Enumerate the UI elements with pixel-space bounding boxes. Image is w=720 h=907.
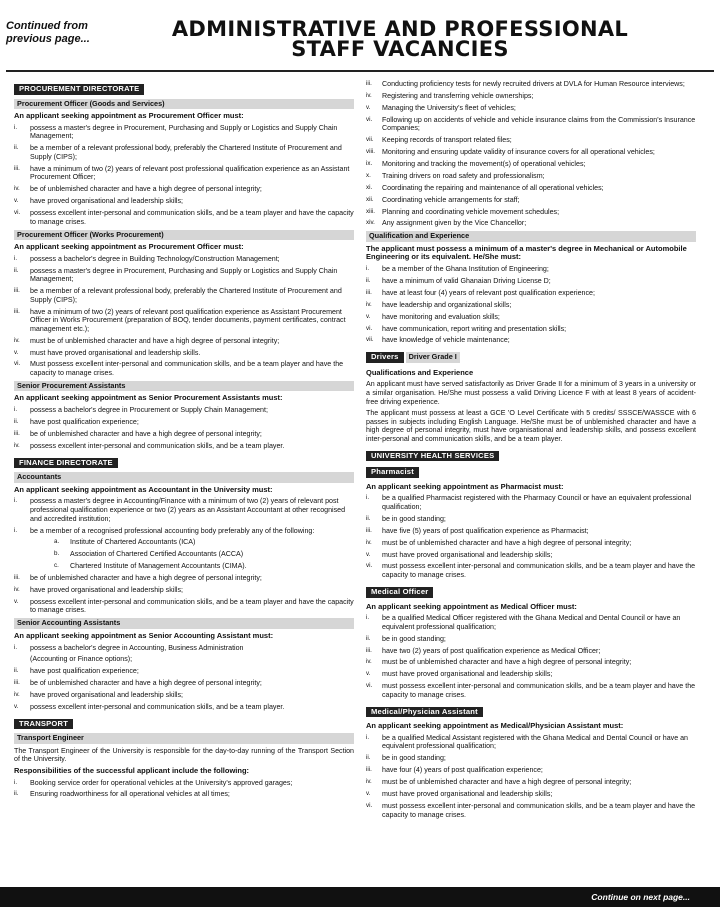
list-item-number: iii. — [14, 307, 20, 315]
list-item-text: Registering and transferring vehicle ownerships; — [382, 91, 534, 100]
list-item-text: have leadership and organizational skills; — [382, 300, 512, 309]
list-pharmacist — [366, 494, 696, 579]
list-item — [14, 144, 354, 161]
heading-qualification-experience: Qualification and Experience — [366, 231, 696, 242]
page-header — [6, 4, 714, 66]
list-item-number: iii. — [14, 574, 20, 582]
list-item — [366, 614, 696, 631]
list-item — [366, 658, 696, 667]
list-item-number: ii. — [14, 667, 19, 674]
list-item — [366, 766, 696, 775]
list-item — [366, 754, 696, 763]
list-transport-responsibilities — [14, 779, 354, 799]
list-item-text: possess excellent inter-personal and communication skills, and be a team player and have the capacity to manage crises. — [30, 597, 354, 615]
list-item-number: vii. — [366, 336, 374, 344]
list-item — [14, 165, 354, 182]
list-item — [366, 802, 696, 819]
list-item-text: must be of unblemished character and have a high degree of personal integrity; — [382, 538, 632, 547]
list-item — [366, 104, 696, 113]
list-item-number: ii. — [14, 266, 19, 274]
list-item-continuation: (Accounting or Finance options); — [30, 655, 133, 664]
list-item-text: be in good standing; — [382, 754, 446, 763]
list-item-number: v. — [14, 597, 19, 605]
list-item-text: Ensuring roadworthiness for all operational vehicles at all times; — [30, 790, 230, 799]
heading-senior-procurement-assistants: Senior Procurement Assistants — [14, 381, 354, 392]
list-item-text: must possess excellent inter-personal and communication skills, and be a team player and have the capacity to manage crises. — [382, 682, 696, 699]
lead-senior-accounting-assistants: An applicant seeking appointment as Senior Accounting Assistant must: — [14, 630, 274, 640]
list-item-number: ii. — [14, 790, 19, 798]
list-item-number: i. — [14, 254, 18, 262]
list-item-text: must be of unblemished character and have a high degree of personal integrity; — [382, 658, 632, 667]
heading-accountants: Accountants — [14, 472, 354, 483]
list-item-number: iii. — [366, 80, 372, 87]
list-item-text: Booking service order for operational vehicles at the University's approved garages; — [30, 778, 293, 787]
list-item-text: possess a master's degree in Procurement, Purchasing and Supply or Logistics and Supply Chain Management; — [30, 123, 338, 141]
list-item-text: be a member of a relevant professional body, preferably the Chartered Institute of Procurement and Supply (CIPS); — [30, 144, 342, 161]
list-item — [14, 430, 354, 439]
list-item — [14, 586, 354, 595]
list-medical-physician-assistant — [366, 734, 696, 819]
list-item-number: b. — [54, 550, 60, 558]
list-item — [14, 679, 354, 688]
list-qualification — [366, 265, 696, 345]
header-rule — [6, 70, 714, 72]
list-item-text: Managing the University's fleet of vehicles; — [382, 103, 516, 112]
list-item-number: i. — [366, 614, 370, 622]
list-item-number: v. — [14, 348, 19, 356]
list-item — [14, 442, 354, 451]
list-item-number: v. — [366, 550, 371, 558]
list-item-number: ii. — [366, 754, 371, 762]
list-item — [14, 790, 354, 799]
list-item — [366, 196, 696, 205]
transport-engineer-description: The Transport Engineer of the University is responsible for the day-to-day running of the Transport Section of the University. — [14, 746, 354, 764]
list-item — [366, 682, 696, 699]
page-title — [86, 4, 714, 59]
list-item-text: have two (2) years of post qualification experience as Medical Officer; — [382, 646, 601, 655]
list-item — [14, 538, 354, 547]
list-item — [366, 551, 696, 560]
list-item-number: i. — [366, 265, 370, 273]
list-item-number: iii. — [366, 288, 372, 296]
list-item-number: ii. — [366, 276, 371, 284]
list-item — [366, 670, 696, 679]
lead-procurement-officer-works: An applicant seeking appointment as Procurement Officer must: — [14, 242, 244, 252]
list-item-number: iv. — [366, 300, 372, 308]
list-item — [14, 308, 354, 334]
list-item-text: be of unblemished character and have a high degree of personal integrity; — [30, 678, 262, 687]
list-item — [366, 635, 696, 644]
list-item-number: c. — [54, 562, 59, 570]
list-item-text: Training drivers on road safety and professionalism; — [382, 171, 545, 180]
list-item-text: must have proved organisational and leadership skills; — [382, 670, 553, 679]
list-item-number: iv. — [366, 778, 372, 786]
continue-next-page-note: Continue on next page... — [591, 892, 690, 902]
list-po-goods — [14, 124, 354, 226]
list-item-number: vi. — [14, 360, 21, 368]
list-item-text: be a qualified Medical Officer registered with the Ghana Medical and Dental Council or have an equivalent professional qualification; — [382, 614, 681, 631]
heading-medical-officer: Medical Officer — [366, 587, 433, 598]
heading-medical-physician-assistant: Medical/Physician Assistant — [366, 707, 483, 718]
list-item — [14, 185, 354, 194]
left-column — [14, 80, 354, 822]
list-item-number: iii. — [366, 646, 372, 654]
list-item — [14, 349, 354, 358]
list-item-number: v. — [366, 670, 371, 678]
list-item-number: v. — [366, 103, 371, 111]
list-item — [14, 574, 354, 583]
list-item-text: be a qualified Pharmacist registered with the Pharmacy Council or have an equivalent professional qualification; — [382, 494, 692, 512]
list-item-text: have at least four (4) years of relevant post qualification experience; — [382, 288, 595, 297]
list-item-number: iv. — [14, 185, 20, 193]
list-item-text: have five (5) years of post qualification experience as Pharmacist; — [382, 526, 589, 535]
list-item — [366, 92, 696, 101]
list-item — [14, 406, 354, 415]
list-item-text: Planning and coordinating vehicle movement schedules; — [382, 207, 560, 216]
lead-medical-officer: An applicant seeking appointment as Medical Officer must: — [366, 601, 577, 611]
title-line-1: ADMINISTRATIVE AND PROFESSIONAL — [171, 17, 629, 41]
list-item — [14, 779, 354, 788]
list-item-text: Association of Chartered Certified Accountants (ACCA) — [70, 550, 244, 559]
list-item-number: ii. — [366, 514, 371, 522]
list-item-text: possess excellent inter-personal and communication skills, and be a team player and have the capacity to manage crises. — [30, 209, 354, 226]
list-item-number: x. — [366, 171, 371, 179]
columns — [14, 80, 710, 822]
list-item-text: be in good standing; — [382, 634, 446, 643]
list-item-text: have communication, report writing and presentation skills; — [382, 324, 567, 333]
list-item-text: have four (4) years of post qualification experience; — [382, 766, 543, 775]
list-item — [366, 80, 696, 89]
list-item-text: possess excellent inter-personal and communication skills, and be a team player. — [30, 702, 285, 711]
list-item-text: possess a bachelor's degree in Building Technology/Construction Management; — [30, 254, 280, 263]
list-saa — [14, 667, 354, 711]
list-item — [366, 208, 696, 217]
list-spa — [14, 406, 354, 450]
list-item — [366, 219, 696, 228]
list-item-text: Monitoring and tracking the movement(s) of operational vehicles; — [382, 159, 586, 168]
list-item-text: have a minimum of valid Ghanaian Driving License D; — [382, 276, 551, 285]
list-item-number: a. — [54, 538, 60, 546]
list-item-text: must possess excellent inter-personal and communication skills, and be a team player and have the capacity to manage crises. — [382, 801, 696, 819]
lead-medical-physician-assistant: An applicant seeking appointment as Medical/Physician Assistant must: — [366, 721, 624, 731]
list-medical-officer — [366, 614, 696, 699]
list-item — [366, 325, 696, 334]
list-item — [366, 184, 696, 193]
list-item-text: Coordinating the repairing and maintenance of all operational vehicles; — [382, 183, 604, 192]
list-item — [14, 337, 354, 346]
list-item — [14, 562, 354, 571]
lead-accountants: An applicant seeking appointment as Accountant in the University must: — [14, 484, 273, 494]
list-item-number: iv. — [14, 585, 20, 593]
drivers-paragraph-1: An applicant must have served satisfactorily as Driver Grade II for a minimum of 3 years in a university or a similar organisation. He/She must possess a valid Driving Licence F with at least 8 years of accident-free driving experience. — [366, 380, 696, 406]
list-item-number: ii. — [14, 417, 19, 425]
continued-from-note: Continued from previous page... — [6, 20, 90, 45]
list-item-text: be of unblemished character and have a high degree of personal integrity; — [30, 185, 262, 194]
list-item-text: must have proved organisational and leadership skills. — [30, 348, 201, 357]
heading-transport-engineer: Transport Engineer — [14, 733, 354, 744]
list-item-number: iv. — [366, 91, 372, 99]
list-item-number: iii. — [14, 678, 20, 686]
list-item — [14, 598, 354, 615]
list-item-number: vi. — [14, 209, 21, 217]
list-item-text: have monitoring and evaluation skills; — [382, 312, 500, 321]
list-item-text: Coordinating vehicle arrangements for staff; — [382, 195, 520, 204]
title-line-2: STAFF VACANCIES — [291, 37, 509, 61]
list-item-number: viii. — [366, 148, 375, 156]
section-finance-directorate: FINANCE DIRECTORATE — [14, 458, 118, 469]
list-item — [14, 287, 354, 304]
list-item-number: ii. — [366, 634, 371, 642]
list-item-number: v. — [366, 312, 371, 320]
list-item-number: xiv. — [366, 219, 375, 227]
list-item: i. possess a master's degree in Accounting/Finance with a minimum of two (2) years of relevant post professional qualification experience or two (2) years as an Assistant Accountant at other recognised and accredited institution; — [14, 497, 346, 523]
list-item — [366, 778, 696, 787]
list-item-number: iii. — [14, 287, 20, 295]
heading-senior-accounting-assistants: Senior Accounting Assistants — [14, 618, 354, 629]
list-item-text: must have proved organisational and leadership skills; — [382, 790, 553, 799]
list-item-number: vii. — [366, 136, 374, 144]
list-item-number: iii. — [366, 766, 372, 774]
list-item-text: Must possess excellent inter-personal and communication skills, and be a team player and have the capacity to manage crises. — [30, 360, 344, 377]
list-item — [366, 313, 696, 322]
drivers-paragraph-2: The applicant must possess at least a GCE 'O Level Certificate with 5 credits/ SSSCE/WASSCE with 6 passes in subjects including English Language. He/She must be of unblemished character and have a high degree of personal integrity, must have organisational and leadership skills, and possess excellent inter-personal and communication skills, and be a team player. — [366, 409, 696, 444]
list-item-number: i. — [14, 406, 18, 414]
list-item-number: vi. — [366, 115, 373, 123]
list-item-number: xii. — [366, 195, 374, 203]
list-item-number: ix. — [366, 159, 373, 167]
list-item-text: Monitoring and ensuring update validity of insurance covers for all operational vehicles; — [382, 148, 655, 157]
list-item-text: Conducting proficiency tests for newly recruited drivers at DVLA for Human Resource interviews; — [382, 80, 685, 88]
section-university-health-services: UNIVERSITY HEALTH SERVICES — [366, 451, 499, 462]
list-item-text: possess a master's degree in Procurement, Purchasing and Supply or Logistics and Supply Chain Management; — [30, 266, 338, 284]
lead-responsibilities: Responsibilities of the successful applicant include the following: — [14, 765, 250, 775]
list-item — [366, 277, 696, 286]
list-item — [366, 539, 696, 548]
list-item-number: vi. — [366, 682, 373, 690]
list-item-number: v. — [14, 702, 19, 710]
list-transport-responsibilities-cont — [366, 80, 696, 228]
list-item — [14, 197, 354, 206]
list-item-text: have post qualification experience; — [30, 417, 139, 426]
list-item — [366, 790, 696, 799]
list-item — [14, 667, 354, 676]
list-item-text: possess a bachelor's degree in Procurement or Supply Chain Management; — [30, 406, 268, 415]
list-accounting-bodies — [14, 538, 354, 570]
list-item-text: have proved organisational and leadership skills; — [30, 585, 184, 594]
lead-procurement-officer-goods: An applicant seeking appointment as Procurement Officer must: — [14, 111, 244, 121]
list-item-text: must be of unblemished character and have a high degree of personal integrity; — [30, 336, 280, 345]
list-item — [14, 209, 354, 226]
list-item-number: iv. — [366, 538, 372, 546]
list-item-number: v. — [14, 197, 19, 205]
list-item-text: Following up on accidents of vehicle and vehicle insurance claims from the Commission's Insurance Companies; — [382, 115, 696, 133]
lead-pharmacist: An applicant seeking appointment as Pharmacist must: — [366, 481, 564, 491]
list-item — [14, 418, 354, 427]
list-item-text: be in good standing; — [382, 514, 446, 523]
list-item-text: be a member of a relevant professional body, preferably the Chartered Institute of Procurement and Supply (CIPS); — [30, 287, 342, 304]
list-item-number: iii. — [14, 429, 20, 437]
list-item — [366, 336, 696, 345]
lead-drivers-qualifications: Qualifications and Experience — [366, 367, 474, 377]
list-item — [366, 562, 696, 579]
list-item-number: i. — [14, 123, 18, 131]
list-item — [366, 289, 696, 298]
list-item-text: be a qualified Medical Assistant registered with the Ghana Medical and Dental Council or have an equivalent professional qualification; — [382, 733, 688, 751]
list-item — [366, 734, 696, 751]
list-item — [14, 691, 354, 700]
lead-qualification: The applicant must possess a minimum of a master's degree in Mechanical or Automobile Engineering or its equivalent. He/She must: — [366, 243, 687, 262]
list-item-number: iv. — [14, 441, 20, 449]
heading-procurement-officer-goods: Procurement Officer (Goods and Services) — [14, 99, 354, 110]
footer-bar — [0, 887, 720, 907]
list-item — [366, 515, 696, 524]
list-item-number: i. — [366, 494, 370, 502]
list-item-number: i. — [14, 778, 18, 786]
list-item-text: Keeping records of transport related files; — [382, 136, 512, 145]
list-item-text: must have proved organisational and leadership skills; — [382, 550, 553, 559]
list-item — [366, 527, 696, 536]
list-item — [366, 160, 696, 169]
heading-driver-grade: Driver Grade I — [406, 352, 460, 363]
list-item-text: have proved organisational and leadership skills; — [30, 197, 184, 206]
list-item — [366, 148, 696, 157]
list-item — [366, 647, 696, 656]
list-item-text: have knowledge of vehicle maintenance; — [382, 336, 510, 345]
list-item: i. possess a bachelor's degree in Accounting, Business Administration — [14, 643, 244, 652]
list-item-number: v. — [366, 790, 371, 798]
list-item — [366, 265, 696, 274]
list-item-text: have a minimum of two (2) years of relevant post professional qualification experience as an Assistant Procurement Officer; — [30, 164, 350, 182]
list-item — [366, 494, 696, 511]
heading-pharmacist: Pharmacist — [366, 467, 419, 478]
list-item-text: possess excellent inter-personal and communication skills, and be a team player. — [30, 441, 285, 450]
list-item — [14, 255, 354, 264]
list-item-number: vi. — [366, 801, 373, 809]
list-po-works — [14, 255, 354, 378]
list-item-text: Any assignment given by the Vice Chancellor; — [382, 219, 527, 228]
list-item — [366, 301, 696, 310]
list-item-text: have post qualification experience; — [30, 667, 139, 675]
list-item-text: have a minimum of two (2) years of relevant post qualification experience as Assistant Procurement Officer in Works Procurement (preparation of BOQ, tender documents, payment certificates, contract management etc.); — [30, 307, 346, 333]
list-item-number: iii. — [366, 526, 372, 534]
list-item-number: iv. — [366, 658, 372, 666]
list-item-number: ii. — [14, 144, 19, 152]
heading-procurement-officer-works: Procurement Officer (Works Procurement) — [14, 230, 354, 241]
section-drivers: Drivers — [366, 352, 404, 363]
list-item-text: be of unblemished character and have a high degree of personal integrity; — [30, 429, 262, 438]
list-item-text: must be of unblemished character and have a high degree of personal integrity; — [382, 778, 632, 787]
list-item-text: Chartered Institute of Management Accountants (CIMA). — [70, 562, 247, 571]
list-item — [14, 550, 354, 559]
list-item-number: i. — [366, 733, 370, 741]
list-item-number: vi. — [366, 562, 373, 570]
section-transport: TRANSPORT — [14, 719, 73, 730]
section-procurement-directorate: PROCUREMENT DIRECTORATE — [14, 84, 144, 95]
list-item — [14, 360, 354, 377]
list-item-number: xiii. — [366, 207, 375, 215]
right-column — [366, 80, 696, 822]
list-item-text: be a member of the Ghana Institution of Engineering; — [382, 265, 549, 274]
list-item — [366, 172, 696, 181]
lead-senior-procurement-assistants: An applicant seeking appointment as Senior Procurement Assistants must: — [14, 393, 283, 403]
list-item — [366, 116, 696, 133]
list-accountants-rest — [14, 574, 354, 615]
list-item-number: xi. — [366, 183, 373, 191]
list-item — [14, 124, 354, 141]
list-item-number: vi. — [366, 324, 373, 332]
list-item — [14, 267, 354, 284]
list-item-text: must possess excellent inter-personal and communication skills, and be a team player and have the capacity to manage crises. — [382, 562, 696, 580]
list-item-number: iv. — [14, 690, 20, 698]
list-item-number: iii. — [14, 164, 20, 172]
list-item — [14, 703, 354, 712]
list-item-text: Institute of Chartered Accountants (ICA) — [70, 538, 196, 547]
list-item-number: iv. — [14, 336, 20, 344]
list-item: i. be a member of a recognised professional accounting body preferably any of the following: — [14, 526, 315, 535]
list-item-text: be of unblemished character and have a high degree of personal integrity; — [30, 574, 262, 583]
list-item-text: have proved organisational and leadership skills; — [30, 690, 184, 699]
list-item — [366, 136, 696, 145]
